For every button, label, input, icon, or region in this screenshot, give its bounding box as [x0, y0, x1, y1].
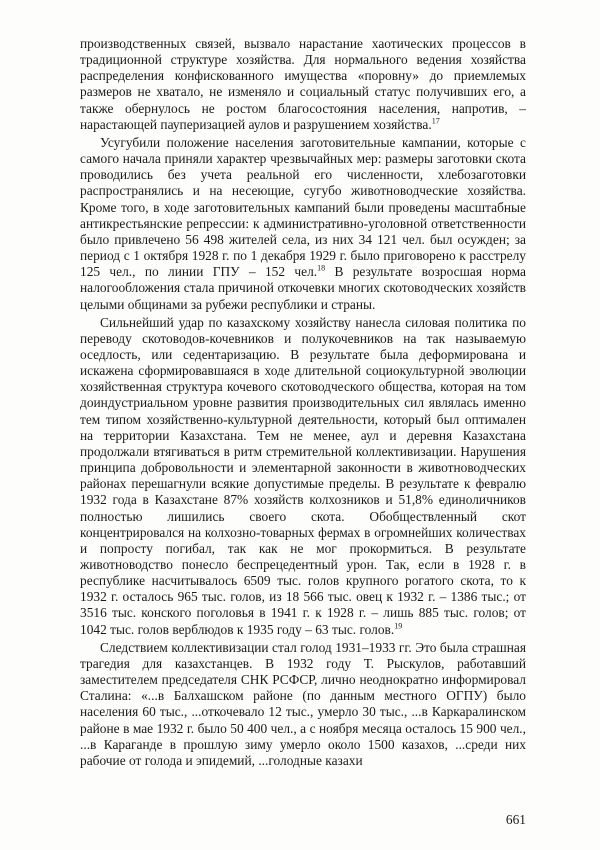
page-number: 661 — [505, 812, 526, 827]
paragraph-3-text: Сильнейший удар по казахскому хозяйству нанесла силовая политика по переводу скотоводов-кочевников и полукочевников на так называемую оседлость, или седентаризацию. В результате была деформирована и искажена сформировавшаяся в ходе длительной социокультурной эволюции хозяйственная структура кочевого скотоводческого общества, которая на том доиндустриальном уровне развития производительных сил являлась именно тем типом хозяйственно-культурной деятельности, который был оптимален на территории Казахстана. Тем не менее, аул и деревня Казахстана продолжали втягиваться в ритм стремительной коллективизации. Нарушения принципа добровольности и элементарной законности в животноводческих районах перешагнули всякие допустимые пределы. В результате к февралю 1932 года в Казахстане 87% хозяйств колхозников и 51,8% единоличников полностью лишились своего скота. Обобществленный скот концентрировался на колхозно-товарных фермах в огромнейших количествах и попросту погибал, так как не мог прокормиться. В результате животноводство понесло беспрецедентный урон. Так, если в 1928 г. в республике насчитывалось 6509 тыс. голов крупного рогатого скота, то к 1932 г. осталось 965 тыс. голов, из 18 566 тыс. овец к 1932 г. – 1386 тыс.; от 3516 тыс. конского поголовья в 1941 г. к 1928 г. – лишь 885 тыс. голов; от 1042 тыс. голов верблюдов к 1935 году – 63 тыс. голов. — [80, 314, 526, 637]
footnote-ref-17: 17 — [431, 116, 440, 126]
footnote-ref-18: 18 — [317, 263, 326, 273]
footnote-ref-19: 19 — [394, 621, 403, 631]
paragraph-1-text: производственных связей, вызвало нарастание хаотических процессов в традиционной структуре хозяйства. Для нормального ведения хозяйства распределения конфискованного имущества «поровну» до приемлемых размеров не хватало, не изменяло и социальный статус получивших его, а также обернулось не ростом благосостояния населения, напротив, – нарастающей пауперизацией аулов и разрушением хозяйства. — [80, 36, 526, 132]
paragraph-3 — [80, 315, 526, 638]
body-text — [80, 36, 526, 769]
paragraph-2-text-after: В результате возросшая норма налогообложения стала причиной откочевки многих скотоводческих хозяйств целыми общинами за рубежи республики и страны. — [80, 264, 526, 312]
paragraph-2 — [80, 135, 526, 313]
paragraph-1 — [80, 36, 526, 133]
paragraph-4 — [80, 640, 526, 769]
paragraph-4-text: Следствием коллективизации стал голод 1931–1933 гг. Это была страшная трагедия для казахстанцев. В 1932 году Т. Рыскулов, работавший заместителем председателя СНК РСФСР, лично неоднократно информировал Сталина: «...в Балхашском районе (по данным местного ОГПУ) было населения 60 тыс., ...откочевало 12 тыс., умерло 30 тыс., ...в Каркаралинском районе в мае 1932 г. было 50 400 чел., а с ноября месяца осталось 15 900 чел., ...в Караганде в прошлую зиму умерло около 1500 казахов, ...среди них рабочие от голода и эпидемий, ...голодные казахи — [80, 639, 526, 768]
paragraph-2-text: Усугубили положение населения заготовительные кампании, которые с самого начала приняли характер чрезвычайных мер: размеры заготовки скота проводились без учета реальной его численности, хлебозаготовки распространялись и на несеющие, сугубо животноводческие хозяйства. Кроме того, в ходе заготовительных кампаний были проведены масштабные антикрестьянские репрессии: к административно-уголовной ответственности было привлечено 56 498 жителей села, из них 34 121 чел. был осужден; за период с 1 октября 1928 г. по 1 декабря 1929 г. было приговорено к расстрелу 125 чел., по линии ГПУ – 152 чел. — [80, 134, 526, 280]
